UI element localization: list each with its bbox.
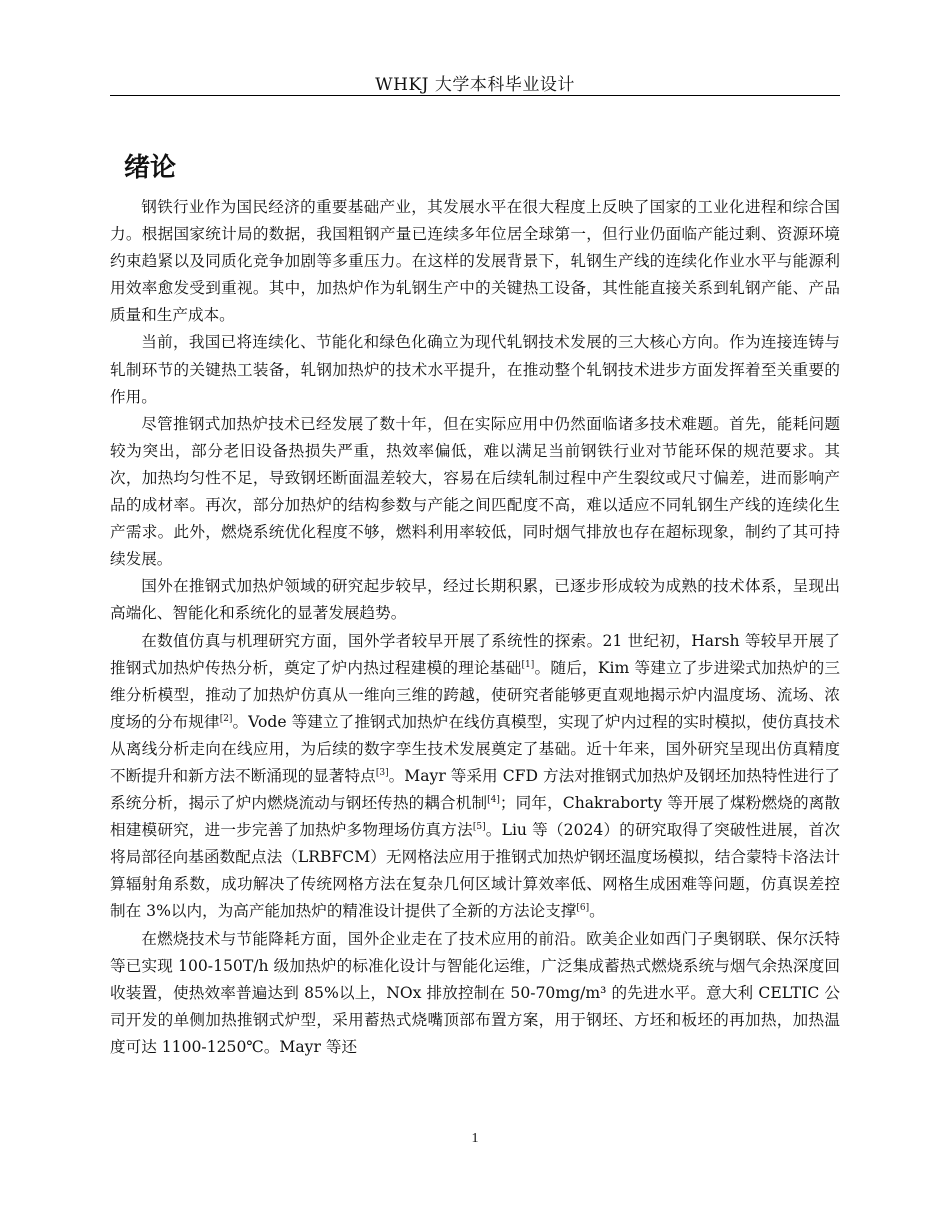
- paragraph-text: 。Vode 等建立了推钢式加热炉在线仿真模型，实现了炉内过程的实时模拟，使仿真技术从离线分析走向在线应用，为后续的数字孪生技术发展奠定了基础。近十年来，国外研究呈现出仿真精度不断提升和新方法不断涌现的显著特点: [110, 712, 840, 785]
- paragraph-text: 钢铁行业作为国民经济的重要基础产业，其发展水平在很大程度上反映了国家的工业化进程和综合国力。根据国家统计局的数据，我国粗钢产量已连续多年位居全球第一，但行业仍面临产能过剩、资源环境约束趋紧以及同质化竞争加剧等多重压力。在这样的发展背景下，轧钢生产线的连续化作业水平与能源利用效率愈发受到重视。其中，加热炉作为轧钢生产中的关键热工设备，其性能直接关系到轧钢产能、产品质量和生产成本。: [110, 198, 840, 325]
- header-rule: [110, 95, 840, 96]
- paragraph-text: 在燃烧技术与节能降耗方面，国外企业走在了技术应用的前沿。欧美企业如西门子奥钢联、保尔沃特等已实现 100-150T/h 级加热炉的标准化设计与智能化运维，广泛集成蓄热式燃烧系统与烟气余热深度回收装置，使热效率普遍达到 85%以上，NOx 排放控制在 50-70mg/m³ 的先进水平。意大利 CELTIC 公司开发的单侧加热推钢式炉型，采用蓄热式烧嘴顶部布置方案，用于钢坯、方坯和板坯的再加热，加热温度可达 1100-1250℃。Mayr 等还: [110, 929, 840, 1056]
- page-number: 1: [471, 1131, 479, 1146]
- citation-ref: [1]: [521, 659, 535, 670]
- body-text: [110, 194, 840, 1061]
- paragraph-text: 国外在推钢式加热炉领域的研究起步较早，经过长期积累，已逐步形成较为成熟的技术体系，呈现出高端化、智能化和系统化的显著发展趋势。: [110, 577, 840, 623]
- paragraph-text: 尽管推钢式加热炉技术已经发展了数十年，但在实际应用中仍然面临诸多技术难题。首先，能耗问题较为突出，部分老旧设备热损失严重，热效率偏低，难以满足当前钢铁行业对节能环保的规范要求。其次，加热均匀性不足，导致钢坯断面温差较大，容易在后续轧制过程中产生裂纹或尺寸偏差，进而影响产品的成材率。再次，部分加热炉的结构参数与产能之间匹配度不高，难以适应不同轧钢生产线的连续化生产需求。此外，燃烧系统优化程度不够，燃料利用率较低，同时烟气排放也存在超标现象，制约了其可持续发展。: [110, 414, 840, 569]
- paragraph-2: [110, 329, 840, 410]
- paragraph-text: ；同年，Chakraborty 等开展了煤粉燃烧的离散相建模研究，进一步完善了加热炉多物理场仿真方法: [110, 794, 840, 840]
- citation-ref: [4]: [487, 794, 500, 805]
- paragraph-5: [110, 628, 840, 926]
- section-title: 绪论: [124, 153, 177, 183]
- paragraph-text: 。Mayr 等采用 CFD 方法对推钢式加热炉及钢坯加热特性进行了系统分析，揭示了炉内燃烧流动与钢坯传热的耦合机制: [110, 766, 840, 813]
- paragraph-1: [110, 194, 840, 329]
- citation-ref: [2]: [219, 713, 233, 724]
- paragraph-text: 。随后，Kim 等建立了步进梁式加热炉的三维分析模型，推动了加热炉仿真从一维向三维的跨越，使研究者能够更直观地揭示炉内温度场、流场、浓度场的分布规律: [110, 658, 840, 731]
- citation-ref: [3]: [375, 767, 389, 778]
- paragraph-4: [110, 573, 840, 627]
- page-header: WHKJ 大学本科毕业设计: [375, 75, 575, 95]
- paragraph-3: [110, 411, 840, 574]
- paragraph-text: 。Liu 等（2024）的研究取得了突破性进展，首次将局部径向基函数配点法（LRBFCM）无网格法应用于推钢式加热炉钢坯温度场模拟，结合蒙特卡洛法计算辐射角系数，成功解决了传统网格方法在复杂几何区域计算效率低、网格生成困难等问题，仿真误差控制在 3%以内，为高产能加热炉的精准设计提供了全新的方法论支撑: [110, 821, 840, 921]
- paragraph-text: 。: [589, 902, 605, 921]
- paragraph-text: 当前，我国已将连续化、节能化和绿色化确立为现代轧钢技术发展的三大核心方向。作为连接连铸与轧制环节的关键热工装备，轧钢加热炉的技术水平提升，在推动整个轧钢技术进步方面发挥着至关重要的作用。: [110, 333, 840, 406]
- citation-ref: [6]: [576, 903, 590, 914]
- paragraph-6: [110, 926, 840, 1061]
- citation-ref: [5]: [472, 821, 486, 832]
- paragraph-text: 在数值仿真与机理研究方面，国外学者较早开展了系统性的探索。21 世纪初，Harsh 等较早开展了推钢式加热炉传热分析，奠定了炉内热过程建模的理论基础: [110, 631, 840, 677]
